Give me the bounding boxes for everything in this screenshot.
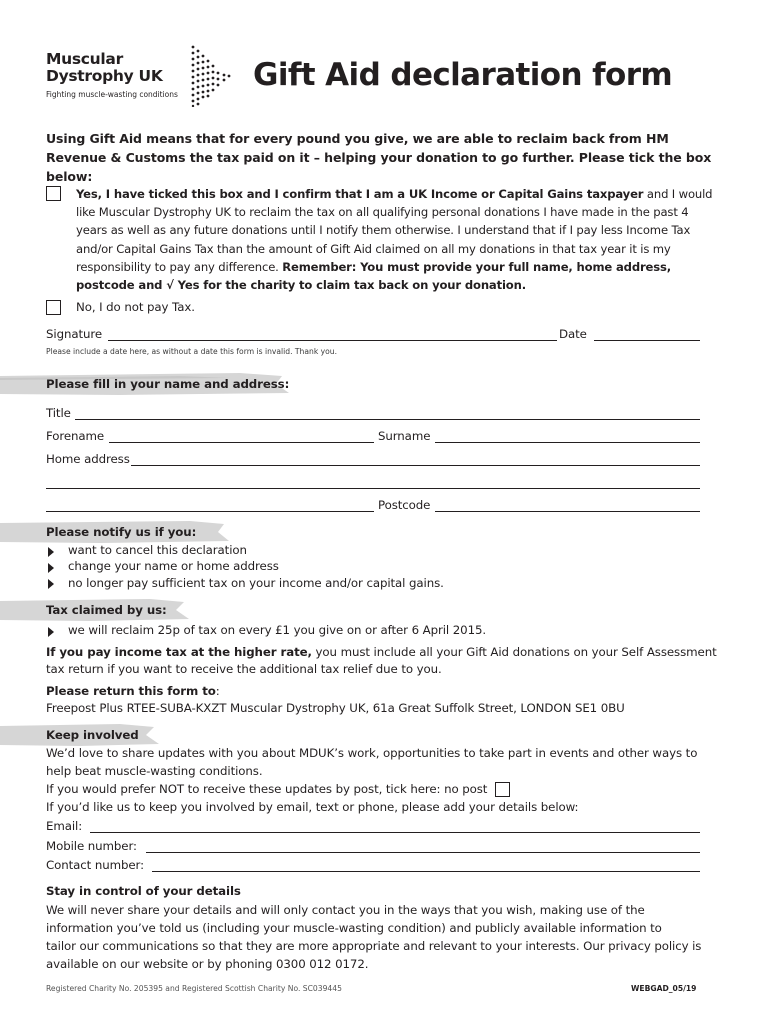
yes-option-text [76,185,716,294]
notify-item-2: change your name or home address [68,559,279,573]
date-field[interactable] [594,340,700,341]
date-note: Please include a date here, as without a date this form is invalid. Thank you. [46,347,338,356]
postcode-label: Postcode [378,498,431,512]
keep-involved-heading: Keep involved [46,728,139,742]
form-title: Gift Aid declaration form [253,57,673,93]
home-address-field-3[interactable] [46,511,374,512]
forename-label: Forename [46,429,105,443]
yes-taxpayer-checkbox[interactable] [46,186,61,201]
notify-item-3: no longer pay sufficient tax on your income and/or capital gains. [68,576,444,590]
logo-line-2: Dystrophy UK [46,67,163,85]
notify-heading: Please notify us if you: [46,525,197,539]
logo-wordmark [46,51,163,85]
control-line-2: information you’ve told us (including your muscle-wasting condition) and publicly available information to [46,921,662,935]
date-label: Date [559,327,587,341]
keep-involved-line-1: We’d love to share updates with you about MDUK’s work, opportunities to take part in events and other ways to [46,746,698,760]
yes-option-reminder: Remember: You must provide your full name, home address, postcode and √ Yes for the charity to claim tax back on your donation. [76,259,672,293]
return-label-bold: Please return this form to [46,684,216,698]
no-post-line: If you would prefer NOT to receive these updates by post, tick here: no post [46,782,488,796]
higher-rate-line-2: tax return if you want to receive the additional tax relief due to you. [46,662,442,676]
return-address: Freepost Plus RTEE-SUBA-KXZT Muscular Dystrophy UK, 61a Great Suffolk Street, LONDON SE1 0BU [46,701,625,715]
form-code: WEBGAD_05/19 [631,984,697,993]
bullet-arrow-icon [48,627,54,637]
yes-option-bold-lead: Yes, I have ticked this box and I confirm that I am a UK Income or Capital Gains taxpayer [76,187,644,201]
return-label-colon: : [215,684,220,698]
logo-tagline: Fighting muscle-wasting conditions [46,90,178,99]
yes-option-body: and I would like Muscular Dystrophy UK to reclaim the tax on all qualifying personal donations I have made in the past 4 years as well as any future donations until I notify them otherwise. I understand that if I pay less Income Tax and/or Capital Gains Tax than the amount of Gift Aid claimed on all my donations in that tax year it is my responsibility to pay any difference. [76,187,713,274]
tax-claimed-heading: Tax claimed by us: [46,603,167,617]
bullet-arrow-icon [48,563,54,573]
stay-in-control-heading: Stay in control of your details [46,884,241,898]
bullet-arrow-icon [48,579,54,589]
home-address-field-1[interactable] [131,465,700,466]
control-line-1: We will never share your details and will only contact you in the ways that you wish, making use of the [46,903,645,917]
logo-arrow-mark-icon [188,45,232,107]
email-label: Email: [46,819,83,833]
bullet-arrow-icon [48,547,54,557]
no-tax-checkbox[interactable] [46,300,61,315]
tax-claimed-item: we will reclaim 25p of tax on every £1 you give on or after 6 April 2015. [68,623,487,637]
logo-line-1: Muscular [46,50,123,68]
return-label [46,684,220,698]
title-label: Title [46,406,71,420]
control-line-4: available on our website or by phoning 0300 012 0172. [46,957,369,971]
surname-label: Surname [378,429,431,443]
email-field[interactable] [90,832,700,833]
forename-field[interactable] [109,442,374,443]
higher-rate-line-1 [46,645,717,659]
surname-field[interactable] [435,442,700,443]
postcode-field[interactable] [435,511,700,512]
title-field[interactable] [75,419,700,420]
intro-text: Using Gift Aid means that for every pound you give, we are able to reclaim back from HM Revenue & Customs the tax paid on it – helping your donation to go further. Please tick the box below: [46,131,712,184]
higher-rate-bold: If you pay income tax at the higher rate, [46,645,312,659]
signature-label: Signature [46,327,103,341]
no-post-checkbox[interactable] [495,782,510,797]
home-address-label: Home address [46,452,130,466]
higher-rate-text: you must include all your Gift Aid donations on your Self Assessment [311,645,717,659]
mobile-label: Mobile number: [46,839,137,853]
contact-preference-line: If you’d like us to keep you involved by email, text or phone, please add your details below: [46,800,579,814]
no-option-label: No, I do not pay Tax. [76,300,195,314]
mduk-logo [46,51,236,107]
charity-registration: Registered Charity No. 205395 and Registered Scottish Charity No. SC039445 [46,984,342,993]
contact-number-label: Contact number: [46,858,144,872]
home-address-field-2[interactable] [46,488,700,489]
name-address-heading: Please fill in your name and address: [46,377,290,391]
keep-involved-line-2: help beat muscle-wasting conditions. [46,764,263,778]
mobile-field[interactable] [146,852,700,853]
signature-field[interactable] [108,340,557,341]
control-line-3: tailor our communications so that they are more appropriate and relevant to your interests. Our privacy policy is [46,939,702,953]
notify-item-1: want to cancel this declaration [68,543,247,557]
contact-number-field[interactable] [152,871,700,872]
